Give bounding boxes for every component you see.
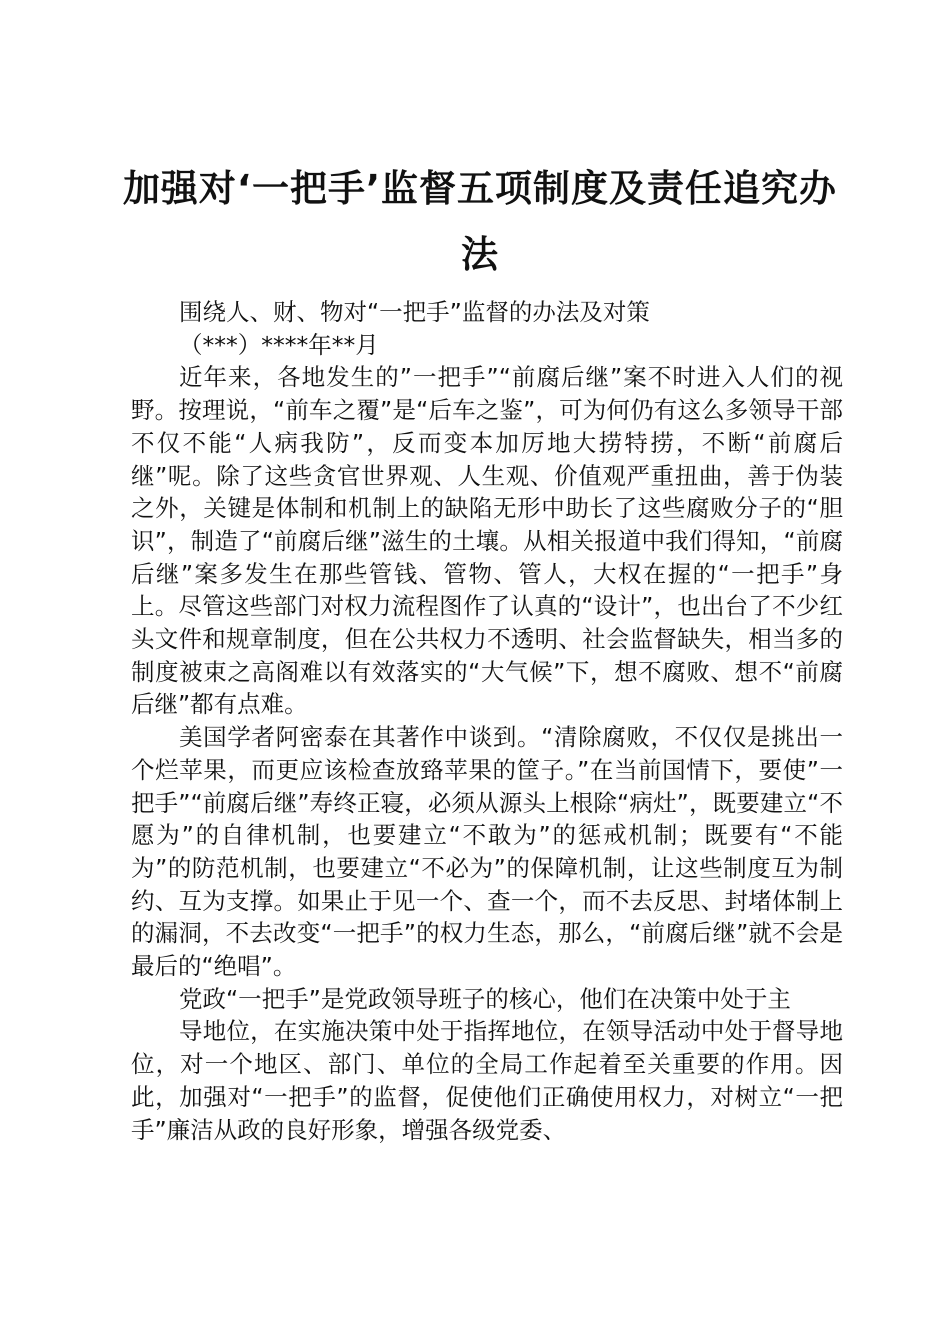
document-body (131, 296, 843, 1146)
subtitle: 围绕人、财、物对“一把手”监督的办法及对策 (179, 298, 650, 326)
title-line-2: 法 (461, 233, 499, 276)
paragraph-3: 党政“一把手”是党政领导班子的核心，他们在决策中处于主 (179, 984, 791, 1013)
paragraph-4: 导地位，在实施决策中处于指挥地位，在领导活动中处于督导地位，对一个地区、部门、单位的全局工作起着至关重要的作用。因此，加强对“一把手”的监督，促使他们正确使用权力，对树立“一把手”廉洁从政的良好形象，增强各级党委、 (131, 1017, 843, 1144)
paragraph-1: 近年来，各地发生的”一把手”“前腐后继”案不时进入人们的视野。按理说，“前车之覆”是“后车之鉴”，可为何仍有这么多领导干部不仅不能“人病我防”，反而变本加厉地大捞特捞，不断“前腐后继”呢。除了这些贪官世界观、人生观、价值观严重扭曲，善于伪装之外，关键是体制和机制上的缺陷无形中助长了这些腐败分子的“胆识”，制造了“前腐后继”滋生的土壤。从相关报道中我们得知，“前腐后继”案多发生在那些管钱、管物、管人，大权在握的“一把手”身上。尽管这些部门对权力流程图作了认真的“设计”，也出台了不少红头文件和规章制度，但在公共权力不透明、社会监督缺失，相当多的制度被束之高阁难以有效落实的“大气候”下，想不腐败、想不“前腐后继”都有点难。 (131, 363, 843, 719)
document-title (110, 156, 850, 288)
title-line-1: 加强对‘一把手’监督五项制度及责任追究办 (122, 167, 838, 210)
paragraph-2: 美国学者阿密泰在其著作中谈到。“清除腐败，不仅仅是挑出一个烂苹果，而更应该检查放臵苹果的筐子。”在当前国情下，要使”一把手”“前腐后继”寿终正寝，必须从源头上根除“病灶”，既要建立“不愿为”的自律机制，也要建立“不敢为”的惩戒机制；既要有“不能为”的防范机制，也要建立“不必为”的保障机制，让这些制度互为制约、互为支撑。如果止于见一个、查一个，而不去反思、封堵体制上的漏洞，不去改变“一把手”的权力生态，那么，“前腐后继”就不会是最后的“绝唱”。 (131, 723, 843, 981)
date-line: （***）****年**月 (179, 330, 379, 359)
